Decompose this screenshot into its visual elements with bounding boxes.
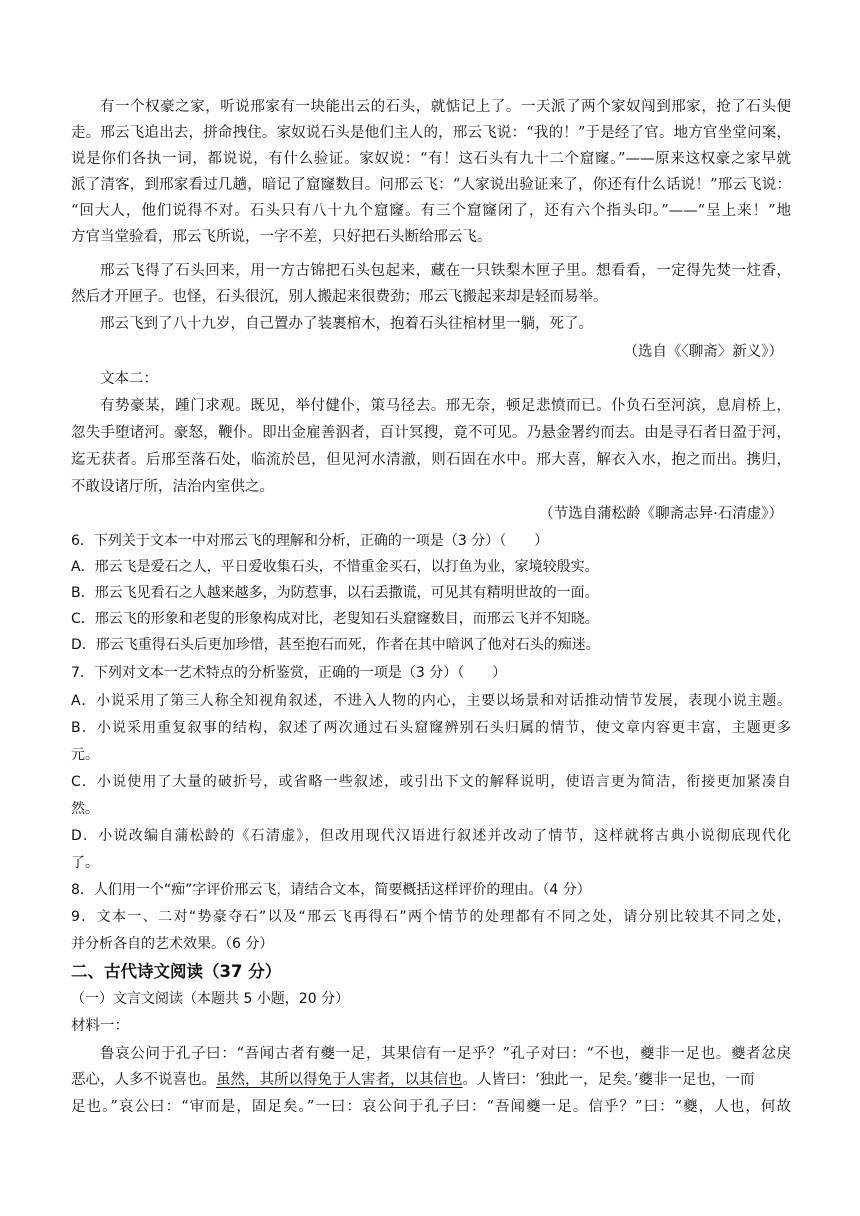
text1-paragraph1-line2: 走。邢云飞追出去，拼命拽住。家奴说石头是他们主人的，邢云飞说：“我的！”于是经了官。地方官坐堂问案， [71,125,791,141]
q8: 8．人们用一个“痴”字评价邢云飞，请结合文本，简要概括这样评价的理由。（4 分） [71,882,591,898]
q6-option-a: A．邢云飞是爱石之人，平日爱收集石头，不惜重金买石，以打鱼为业，家境较殷实。 [71,559,599,575]
q6-option-c: C．邢云飞的形象和老叟的形象构成对比，老叟知石头窟窿数目，而邢云飞并不知晓。 [71,611,599,627]
section2-subtitle: （一）文言文阅读（本题共 5 小题，20 分） [71,991,350,1007]
text1-paragraph2-line2: 然后才开匣子。也怪，石头很沉，别人搬起来很费劲；邢云飞搬起来却是轻而易举。 [71,289,608,305]
q7-option-c-line1: C．小说使用了大量的破折号，或省略一些叙述，或引出下文的解释说明，使语言更为简洁，衔接更加紧凑自 [71,774,791,790]
q6-option-d: D．邢云飞重得石头后更加珍惜，甚至抱石而死，作者在其中暗讽了他对石头的痴迷。 [71,637,600,653]
section2-title: 二、古代诗文阅读（37 分） [71,962,282,981]
material1-line3: 足也。”哀公曰：“审而是，固足矣。”一曰：哀公问于孔子曰：“吾闻夔一足。信乎？”曰：“夔，人也，何故 [71,1099,791,1115]
q7-option-d-line1: D．小说改编自蒲松龄的《石清虚》，但改用现代汉语进行叙述并改动了情节，这样就将古典小说彻底现代化 [71,828,791,844]
text2-line4: 不敢设诸厅所，洁治内室供之。 [71,479,274,495]
q9-line1: 9．文本一、二对“势豪夺石”以及“邢云飞再得石”两个情节的处理都有不同之处，请分别比较其不同之处， [71,909,791,925]
material1-line2 [71,1067,791,1093]
material1-line1: 鲁哀公问于孔子曰：“吾闻古者有夔一足，其果信有一足乎？”孔子对曰：“不也，夔非一足也。夔者忿戾 [100,1046,791,1062]
q7-option-d-line2: 了。 [71,855,99,871]
text2-label: 文本二： [100,371,158,387]
text1-paragraph3: 邢云飞到了八十九岁，自己置办了装裹棺木，抱着石头往棺材里一躺，死了。 [100,316,593,332]
text2-line3: 迄无获者。后邢至落石处，临流於邑，但见河水清澈，则石固在水中。邢大喜，解衣入水，抱之而出。携归， [71,452,791,468]
text2-line2: 忽失手堕诸河。豪怒，鞭仆。即出金雇善泅者，百计冥搜，竟不可见。乃悬金署约而去。由是寻石者日盈于河， [71,425,791,441]
q7-option-c-line2: 然。 [71,801,99,817]
text2-line1: 有势豪某，踵门求观。既见，举付健仆，策马径去。邢无奈，顿足悲愤而已。仆负石至河滨，息肩桥上， [100,398,791,414]
q6-stem: 6．下列关于文本一中对邢云飞的理解和分析，正确的一项是（3 分）（ ） [71,533,549,549]
q7-option-b-line1: B．小说采用重复叙事的结构，叙述了两次通过石头窟窿辨别石头归属的情节，使文章内容更丰富，主题更多 [71,720,791,736]
material1-line2-start: 恶心，人多不说喜也。 [71,1072,216,1088]
text1-paragraph1-line5: “回大人，他们说得不对。石头只有八十九个窟窿。有三个窟窿闭了，还有六个指头印。”——“呈上来！”地 [71,203,791,219]
text1-paragraph2-line1: 邢云飞得了石头回来，用一方古锦把石头包起来，藏在一只铁梨木匣子里。想看看，一定得先焚一炷香， [100,263,791,279]
q6-option-b: B．邢云飞见看石之人越来越多，为防惹事，以石丢撒谎，可见其有精明世故的一面。 [71,585,599,601]
text1-paragraph1-line1: 有一个权豪之家，听说邢家有一块能出云的石头，就惦记上了。一天派了两个家奴闯到邢家，抢了石头便 [100,99,791,115]
text1-paragraph1-line6: 方官当堂验看，邢云飞所说，一字不差，只好把石头断给邢云飞。 [71,229,492,245]
q7-stem: 7．下列对文本一艺术特点的分析鉴赏，正确的一项是（3 分）（ ） [71,665,507,681]
text2-source: （节选自蒲松龄《聊斋志异·石清虚》） [539,506,783,522]
text1-paragraph1-line4: 派了清客，到邢家看过几趟，暗记了窟窿数目。问邢云飞：“人家说出验证来了，你还有什么话说！”邢云飞说： [71,177,791,193]
text1-paragraph1-line3: 说是你们各执一词，都说说，有什么验证。家奴说：“有！这石头有九十二个窟窿。”——原来这权豪之家早就 [71,151,791,167]
q9-line2: 并分析各自的艺术效果。（6 分） [71,936,274,952]
material1-line2-end: 。人皆曰：‘独此一，足矣。’夔非一足也，一而 [462,1072,755,1088]
underlined-sentence: 虽然，其所以得免于人害者，以其信也 [216,1072,463,1088]
text1-source: （选自《〈聊斋〉新义》） [623,344,783,360]
q7-option-a: A．小说采用了第三人称全知视角叙述，不进入人物的内心，主要以场景和对话推动情节发展，表现小说主题。 [71,693,791,709]
material1-label: 材料一： [71,1018,129,1034]
q7-option-b-line2: 元。 [71,747,99,763]
